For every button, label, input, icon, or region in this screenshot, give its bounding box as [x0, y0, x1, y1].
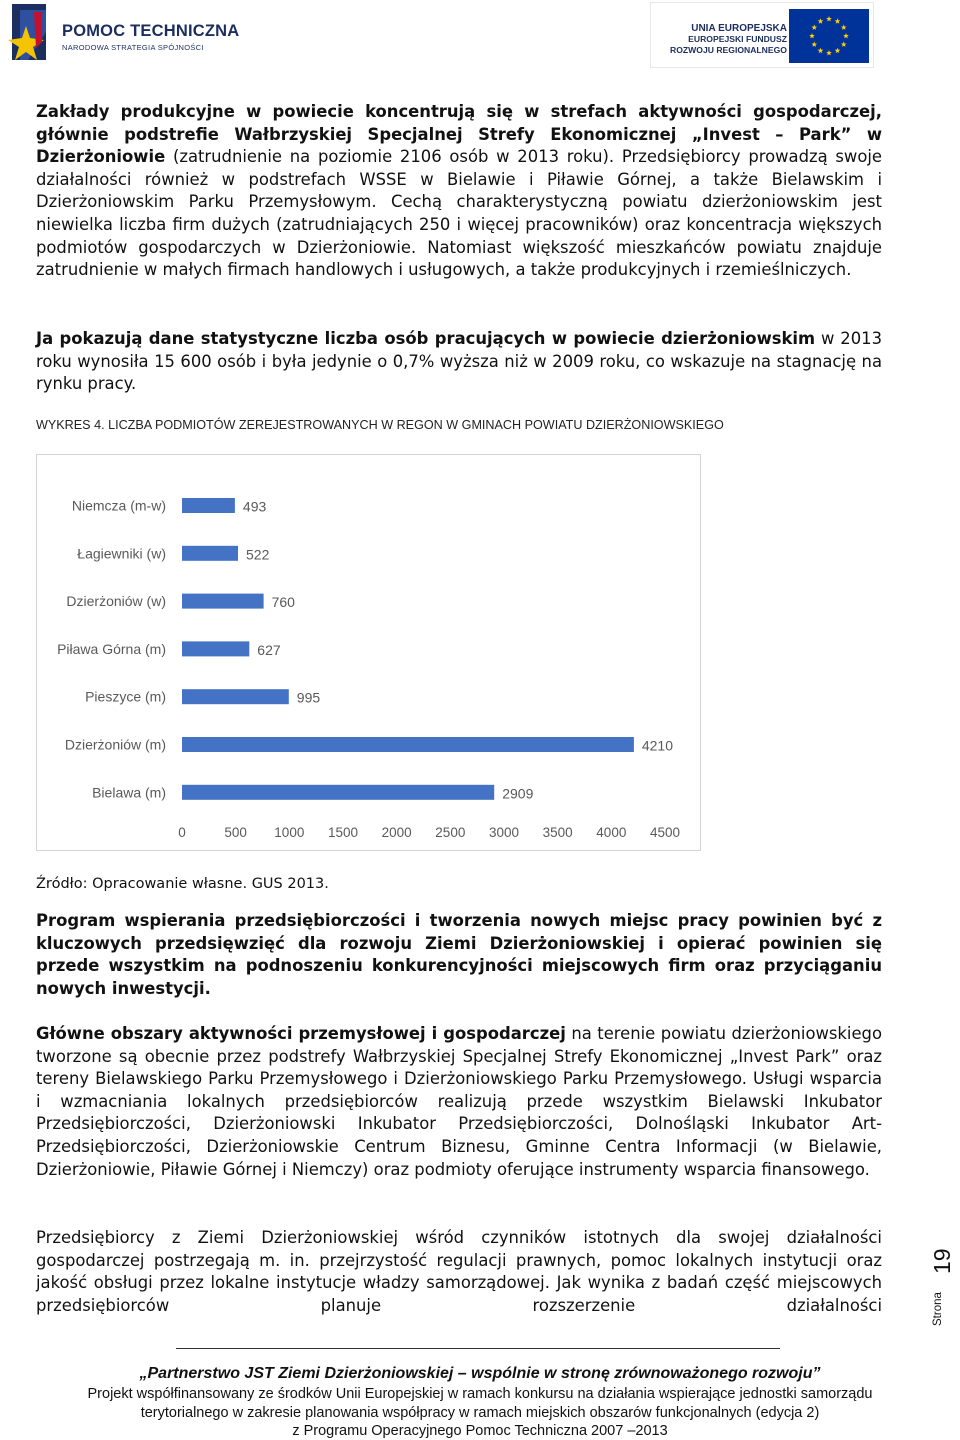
eu-logo-text — [670, 23, 787, 56]
footer-line-3: z Programu Operacyjnego Pomoc Techniczna 2007 –2013 — [292, 1423, 668, 1439]
x-tick-label: 3500 — [542, 825, 573, 840]
x-tick-label: 4500 — [649, 825, 681, 840]
eu-line1: UNIA EUROPEJSKA — [691, 23, 787, 34]
x-tick-label: 500 — [224, 825, 247, 840]
x-tick-label: 3000 — [488, 825, 520, 840]
x-tick-label: 4000 — [596, 825, 627, 840]
nss-logo-icon — [6, 2, 58, 64]
value-label: 995 — [296, 689, 321, 706]
p4-text: na terenie powiatu dzierżoniowskiego tworzone są obecnie przez podstrefy Wałbrzyskiej Specjalnej Strefy Ekonomicznej „Invest Park” oraz tereny Bielawskiego Parku Przemysłowego i Dzierżoniowskiego Parku Przemysłowego. Usługi wsparcia i wzmacniania lokalnych przedsiębiorców realizują przede wszystkim Bielawski Inkubator Przedsiębiorczości, Dzierżoniowski Inkubator Przedsiębiorczości, Dolnośląski Inkubator Art-Przedsiębiorczości, Dzierżoniowskie Centrum Biznesu, Gminne Centra Informacji (w Bielawie, Dzierżoniowie, Piławie Górnej i Niemczy) oraz podmioty oferujące instrumenty wsparcia finansowego. — [36, 1024, 882, 1179]
p1-text: (zatrudnienie na poziomie 2106 osób w 2013 roku). Przedsiębiorcy prowadzą swoje działalności również w podstrefach WSSE w Bielawie i Piławie Górnej, a także Bielawskim i Dzierżoniowskim Parku Przemysłowym. Cechą charakterystyczną powiatu dzierżoniowskim jest niewielka liczba firm dużych (zatrudniających 250 i więcej pracowników) oraz koncentracja większych podmiotów gospodarczych w Dzierżoniowie. Natomiast większość mieszkańców powiatu znajduje zatrudnienie w małych firmach handlowych i usługowych, a także produkcyjnych i rzemieślniczych. — [36, 147, 882, 280]
page-number: 19 — [929, 1248, 955, 1274]
paragraph-program — [36, 910, 882, 1000]
logo-title: POMOC TECHNICZNA — [62, 22, 240, 40]
logo-subtitle: NARODOWA STRATEGIA SPÓJNOŚCI — [62, 43, 204, 52]
bar-chart — [36, 454, 701, 851]
bar — [182, 689, 289, 704]
footer-line-2: terytorialnego w zakresie planowania współpracy w ramach miejskich obszarów funkcjonalnych (edycja 2) — [140, 1405, 820, 1421]
eu-line2: EUROPEJSKI FUNDUSZ — [688, 34, 787, 44]
bar — [182, 737, 634, 752]
chart-caption: WYKRES 4. LICZBA PODMIOTÓW ZEREJESTROWANYCH W REGON W GMINACH POWIATU DZIERŻONIOWSKIEGO — [36, 418, 724, 432]
x-tick-label: 0 — [178, 825, 186, 840]
x-tick-label: 1500 — [327, 825, 359, 840]
eu-line3: ROZWOJU REGIONALNEGO — [670, 45, 787, 55]
p5-text: Przedsiębiorcy z Ziemi Dzierżoniowskiej wśród czynników istotnych dla swojej działalności gospodarczej postrzegają m. in. przejrzystość regulacji prawnych, pomoc lokalnych instytucji oraz jakość obsługi przez lokalne instytucje władzy samorządowej. Jak wynika z badań część miejscowych przedsiębiorców planuje rozszerzenie działalności — [36, 1228, 882, 1315]
p3-bold: Program wspierania przedsiębiorczości i tworzenia nowych miejsc pracy powinien być z kluczowych przedsięwzięć dla rozwoju Ziemi Dzierżoniowskiej i opierać powinien się przede wszystkim na podnoszeniu konkurencyjności miejscowych firm oraz przyciąganiu nowych inwestycji. — [36, 911, 882, 998]
paragraph-employment — [36, 328, 882, 396]
paragraph-industry-zones — [36, 101, 882, 282]
category-label: Niemcza (m-w) — [71, 497, 166, 514]
paragraph-activity-areas — [36, 1023, 882, 1181]
bar — [182, 498, 235, 513]
chart-source: Źródło: Opracowanie własne. GUS 2013. — [36, 876, 329, 892]
bar — [182, 546, 238, 561]
p1-bold: Zakłady produkcyjne w powiecie koncentrują się w strefach aktywności gospodarczej, głównie podstrefie Wałbrzyskiej Specjalnej Strefy Ekonomicznej „Invest – Park” w Dzierżoniowie — [36, 102, 882, 167]
paragraph-entrepreneurs — [36, 1227, 882, 1317]
value-label: 522 — [246, 546, 270, 563]
value-label: 760 — [271, 594, 295, 611]
footer-divider — [176, 1348, 780, 1349]
x-tick-label: 1000 — [274, 825, 305, 840]
bar — [182, 785, 494, 800]
footer-line-1: Projekt współfinansowany ze środków Unii Europejskiej w ramach konkursu na działania wspierające jednostki samorządu — [87, 1386, 873, 1402]
category-label: Dzierżoniów (w) — [66, 593, 166, 610]
x-tick-label: 2000 — [381, 825, 412, 840]
value-label: 627 — [257, 641, 281, 658]
category-label: Pieszyce (m) — [85, 688, 166, 705]
value-label: 4210 — [641, 737, 674, 754]
eu-logo — [650, 2, 874, 68]
p4-bold: Główne obszary aktywności przemysłowej i gospodarczej — [36, 1024, 566, 1043]
bar — [182, 594, 264, 609]
value-label: 2909 — [502, 785, 534, 802]
category-label: Dzierżoniów (m) — [64, 736, 166, 753]
p2-text: w 2013 roku wynosiła 15 600 osób i była jedynie o 0,7% wyższa niż w 2009 roku, co wskazuje na stagnację na rynku pracy. — [36, 329, 883, 394]
page-label: Strona — [932, 1292, 944, 1326]
eu-flag-icon — [789, 9, 869, 63]
x-tick-label: 2500 — [435, 825, 466, 840]
value-label: 493 — [242, 498, 267, 515]
p2-bold: Ja pokazują dane statystyczne liczba osób pracujących w powiecie dzierżoniowskim — [36, 329, 816, 348]
footer-motto: „Partnerstwo JST Ziemi Dzierżoniowskiej – wspólnie w stronę zrównoważonego rozwoju” — [139, 1365, 821, 1382]
pomoc-techniczna-logo — [6, 2, 240, 66]
bar — [182, 641, 249, 656]
category-label: Łagiewniki (w) — [77, 545, 166, 562]
category-label: Bielawa (m) — [92, 784, 166, 801]
chart-svg — [37, 455, 702, 852]
category-label: Piława Górna (m) — [57, 640, 166, 657]
